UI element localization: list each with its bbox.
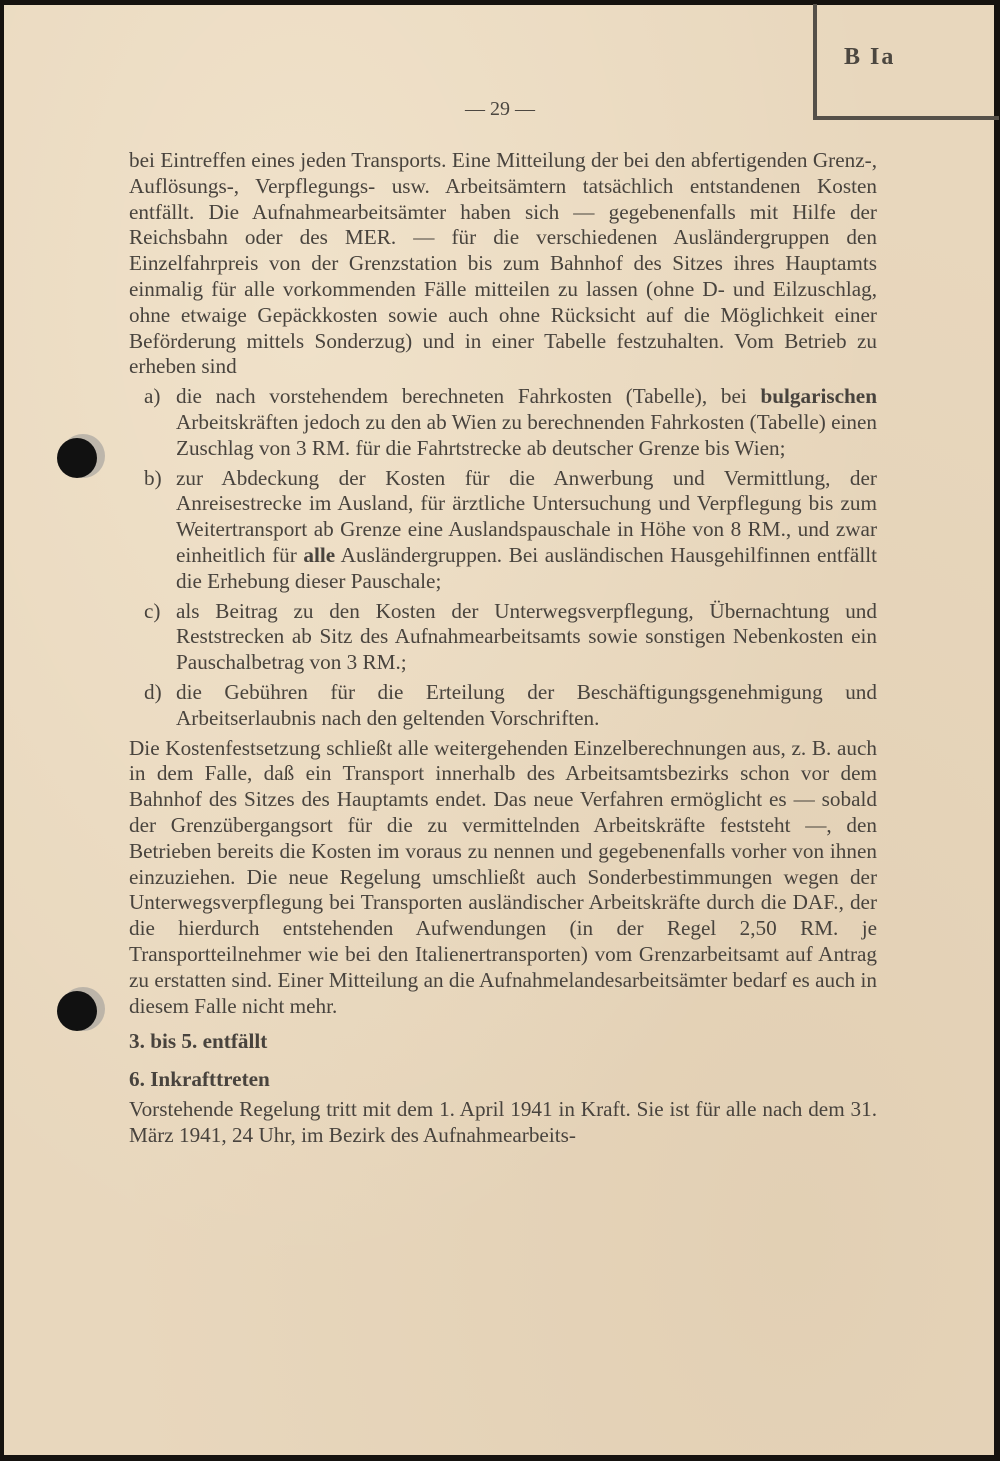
item-emphasis: alle [303, 542, 336, 567]
list-item-text [176, 599, 877, 676]
list-marker: a) [144, 384, 161, 409]
item-text-part: Ausländergruppen. Bei ausländischen Hausgehilfinnen entfällt die Erhebung dieser Pauschale; [176, 542, 877, 593]
list-marker: d) [144, 679, 162, 704]
list-item-text [176, 466, 877, 595]
item-text-part: die nach vorstehendem berechneten Fahrkosten (Tabelle), bei [176, 384, 761, 409]
list-item-c [129, 599, 877, 676]
list-item-b [129, 466, 877, 595]
final-paragraph: Vorstehende Regelung tritt mit dem 1. April 1941 in Kraft. Sie ist für alle nach dem 31. März 1941, 24 Uhr, im Bezirk des Aufnahmearbeits- [129, 1096, 877, 1147]
closing-paragraph: Die Kostenfestsetzung schließt alle weitergehenden Einzelberechnungen aus, z. B. auch in dem Falle, daß ein Transport innerhalb des Arbeitsamtsbezirks schon vor dem Bahnhof des Sitzes des Hauptamts endet. Das neue Verfahren ermöglicht es — sobald der Grenzübergangsort für die zu vermittelnden Arbeitskräfte feststeht —, den Betrieben bereits die Kosten im voraus zu nennen und gegebenenfalls vorher von ihnen einzuziehen. Die neue Regelung umschließt auch Sonderbestimmungen wegen der Unterwegsverpflegung bei Transporten ausländischer Arbeitskräfte durch die DAF., der die hierdurch entstehenden Aufwendungen (in der Regel 2,50 RM. je Transportteilnehmer wie bei den Italienertransporten) vom Grenzarbeitsamt auf Antrag zu erstatten sind. Einer Mitteilung an die Aufnahmelandesarbeitsämter bedarf es auch in diesem Falle nicht mehr. [129, 735, 877, 1018]
item-text-part: die Gebühren für die Erteilung der Beschäftigungsgenehmigung und Arbeitserlaubnis nach den geltenden Vorschriften. [176, 679, 877, 730]
section-heading-6: 6. Inkrafttreten [129, 1067, 270, 1092]
intro-paragraph: bei Eintreffen eines jeden Transports. Eine Mitteilung der bei den abfertigenden Grenz-, Auflösungs-, Verpflegungs- usw. Arbeitsämtern tatsächlich entstandenen Kosten entfällt. Die Aufnahmearbeitsämter haben sich — gegebenenfalls mit Hilfe der Reichsbahn oder des MER. — für die verschiedenen Ausländergruppen den Einzelfahrpreis von der Grenzstation bis zum Bahnhof des Sitzes ihres Hauptamts einmalig für alle vorkommenden Fälle mitteilen zu lassen (ohne D- und Eilzuschlag, ohne etwaige Gepäckkosten sowie auch ohne Rücksicht auf die Möglichkeit einer Beförderung mittels Sonderzug) und in einer Tabelle festzuhalten. Vom Betrieb zu erheben sind [129, 148, 877, 379]
list-marker: b) [144, 465, 162, 490]
item-text-part: Arbeitskräften jedoch zu den ab Wien zu berechnenden Fahrkosten (Tabelle) einen Zuschlag von 3 RM. für die Fahrtstrecke ab deutscher Grenze bis Wien; [176, 409, 877, 460]
page-number: — 29 — [465, 98, 535, 120]
list-item-text [176, 680, 877, 732]
cost-list [129, 384, 877, 731]
punch-hole-icon [57, 991, 97, 1031]
item-text-part: zur Abdeckung der Kosten für die Anwerbung und Vermittlung, der Anreisestrecke im Ausland, für ärztliche Untersuchung und Verpflegung bis zum Weitertransport ab Grenze eine Auslandspauschale in Höhe von 8 RM., und zwar einheitlich für [176, 465, 877, 567]
item-emphasis: bulgarischen [760, 384, 877, 409]
punch-hole-icon [57, 438, 97, 478]
list-item-a [129, 384, 877, 461]
list-item-text [176, 384, 877, 461]
list-marker: c) [144, 598, 161, 623]
section-heading-3-5: 3. bis 5. entfällt [129, 1029, 268, 1054]
document-body [129, 148, 877, 1148]
list-item-d [129, 680, 877, 732]
item-text-part: als Beitrag zu den Kosten der Unterwegsverpflegung, Übernachtung und Reststrecken ab Sitz des Aufnahmearbeitsamts sowie sonstigen Nebenkosten ein Pauschalbetrag von 3 RM.; [176, 598, 877, 675]
section-code: B Ia [844, 44, 896, 70]
